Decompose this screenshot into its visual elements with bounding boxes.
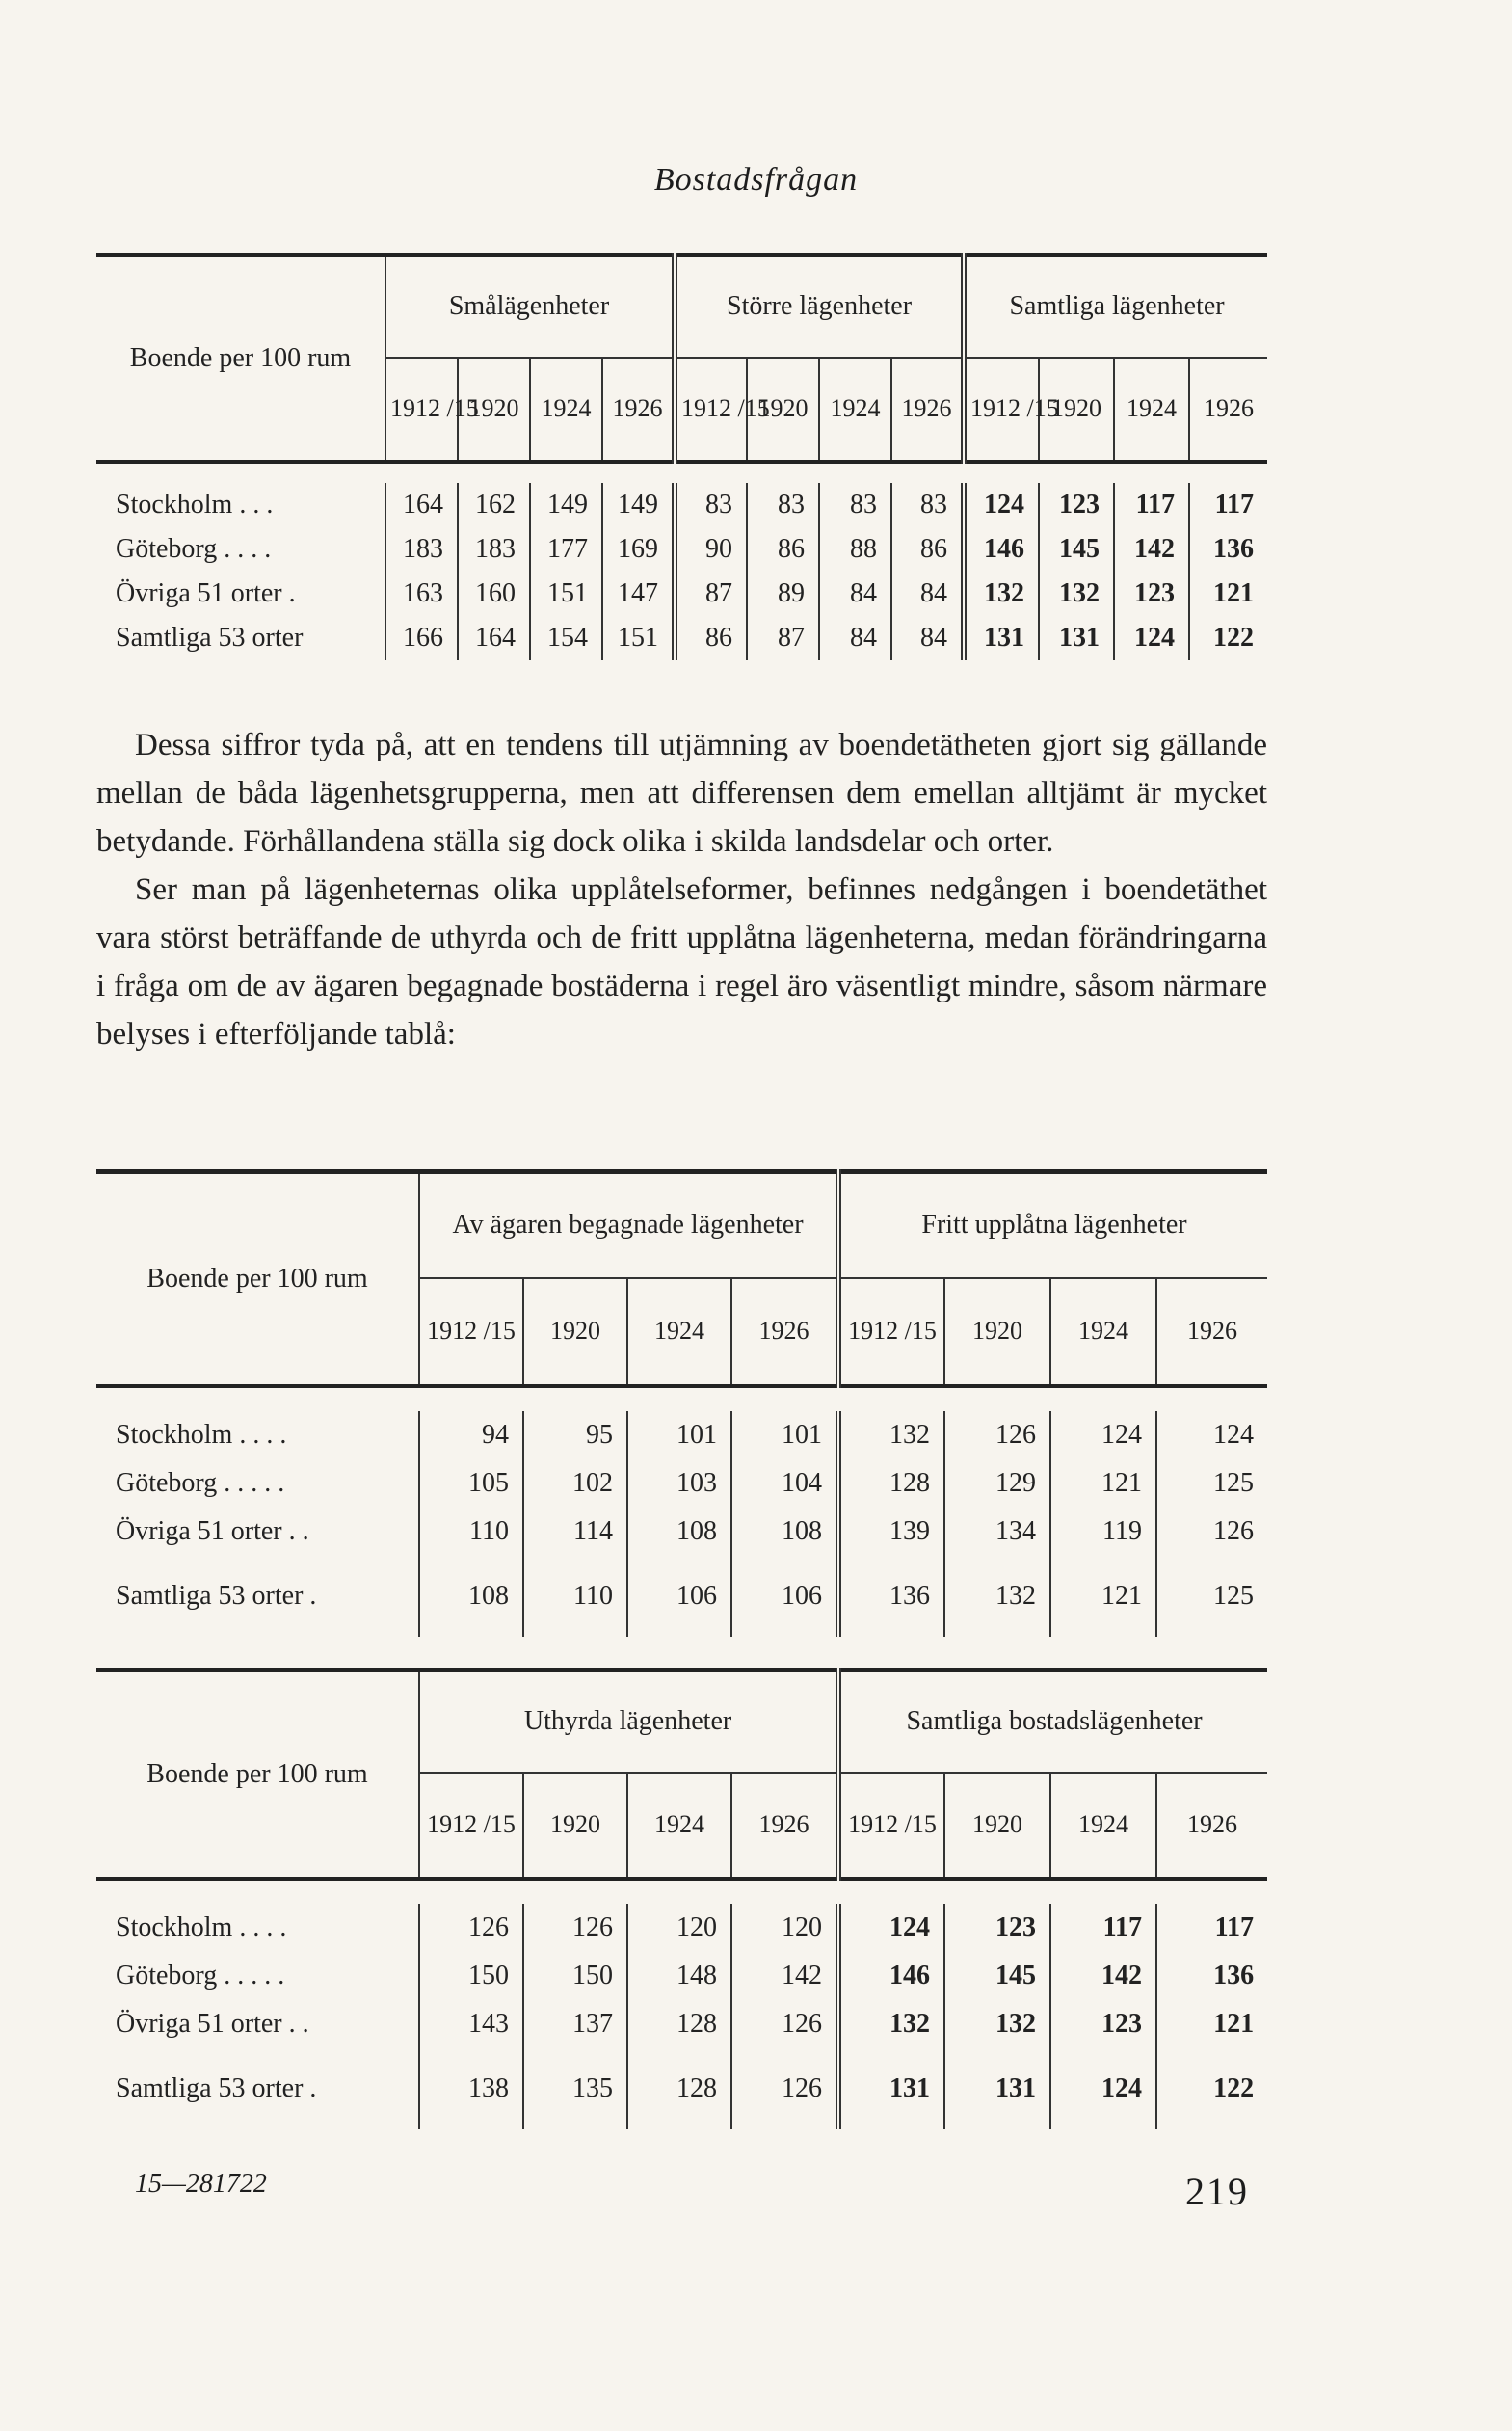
table-cell: 160 [458, 572, 530, 616]
year-header: 1912 /15 [838, 1773, 944, 1879]
table-cell: 90 [675, 527, 747, 572]
table-cell: 84 [891, 616, 964, 660]
year-header: 1920 [944, 1278, 1050, 1386]
year-header: 1926 [1189, 358, 1267, 462]
table-cell: 121 [1050, 1556, 1156, 1637]
table-cell: 122 [1156, 2048, 1267, 2129]
page-title: Bostadsfrågan [653, 162, 859, 198]
table-cell: 122 [1189, 616, 1267, 660]
table-cell: 83 [819, 483, 891, 527]
table-cell: 121 [1050, 1459, 1156, 1508]
paragraph: Ser man på lägenheternas olika upplåtelseformer, befinnes nedgången i boendetäthet vara störst beträffande de uthyrda och de fritt upplåtna lägenheterna, medan förändringarna i fråga om de av ägaren begagnade bostäderna i regel äro väsentligt mindre, såsom närmare belyses i efterföljande tablå: [96, 872, 1267, 1052]
table-cell: 183 [385, 527, 458, 572]
table-row [96, 572, 1267, 616]
table-cell: 129 [944, 1459, 1050, 1508]
row-label: Samtliga 53 orter [116, 622, 304, 653]
body-text [96, 721, 1267, 1058]
row-label: Göteborg . . . . . [116, 1960, 285, 1990]
table-cell: 88 [819, 527, 891, 572]
table-row [96, 1459, 1267, 1508]
year-header: 1924 [1050, 1773, 1156, 1879]
year-header: 1912 /15 [419, 1278, 523, 1386]
table-cell: 183 [458, 527, 530, 572]
table-cell: 84 [819, 572, 891, 616]
table-row [96, 483, 1267, 527]
table-cell: 120 [731, 1904, 838, 1952]
table-row [96, 1556, 1267, 1637]
table-cell: 131 [1039, 616, 1114, 660]
year-header: 1926 [731, 1278, 838, 1386]
table-row [96, 1952, 1267, 2000]
table-cell: 117 [1114, 483, 1189, 527]
table-cell: 132 [1039, 572, 1114, 616]
table-cell: 108 [627, 1508, 731, 1556]
table-cell: 126 [419, 1904, 523, 1952]
table-cell: 145 [1039, 527, 1114, 572]
table-cell: 149 [530, 483, 602, 527]
table-cell: 87 [675, 572, 747, 616]
table-cell: 126 [944, 1411, 1050, 1459]
table-cell: 110 [523, 1556, 627, 1637]
table-owner-vs-free [96, 1169, 1267, 1637]
table-cell: 124 [1050, 1411, 1156, 1459]
row-header: Boende per 100 rum [96, 255, 385, 462]
table-cell: 146 [964, 527, 1039, 572]
table-cell: 117 [1189, 483, 1267, 527]
table-cell: 123 [1039, 483, 1114, 527]
row-label: Göteborg . . . . [116, 533, 272, 564]
year-header: 1920 [944, 1773, 1050, 1879]
year-header: 1926 [731, 1773, 838, 1879]
year-header: 1912 /15 [675, 358, 747, 462]
table-cell: 83 [675, 483, 747, 527]
row-label: Göteborg . . . . . [116, 1467, 285, 1498]
table-cell: 142 [731, 1952, 838, 2000]
table-cell: 163 [385, 572, 458, 616]
table-cell: 154 [530, 616, 602, 660]
table-cell: 149 [602, 483, 675, 527]
row-label: Stockholm . . . [116, 489, 274, 520]
group-header: Av ägaren begagnade lägenheter [419, 1172, 838, 1278]
table-cell: 142 [1114, 527, 1189, 572]
table-cell: 148 [627, 1952, 731, 2000]
table-cell: 87 [747, 616, 819, 660]
table-cell: 132 [964, 572, 1039, 616]
year-header: 1920 [523, 1278, 627, 1386]
table-cell: 86 [675, 616, 747, 660]
table-cell: 137 [523, 2000, 627, 2048]
row-label: Samtliga 53 orter . [116, 2072, 317, 2103]
table-cell: 123 [1050, 2000, 1156, 2048]
table-cell: 151 [602, 616, 675, 660]
table-cell: 131 [838, 2048, 944, 2129]
table-cell: 150 [419, 1952, 523, 2000]
table-cell: 138 [419, 2048, 523, 2129]
year-header: 1924 [627, 1278, 731, 1386]
table-row [96, 527, 1267, 572]
table-row [96, 1508, 1267, 1556]
table-cell: 124 [964, 483, 1039, 527]
table-cell: 128 [627, 2000, 731, 2048]
table-cell: 83 [747, 483, 819, 527]
table-cell: 123 [1114, 572, 1189, 616]
table-cell: 121 [1189, 572, 1267, 616]
table-cell: 136 [1156, 1952, 1267, 2000]
table-rented-vs-all [96, 1668, 1267, 2129]
table-cell: 101 [731, 1411, 838, 1459]
table-cell: 142 [1050, 1952, 1156, 2000]
table-cell: 136 [838, 1556, 944, 1637]
row-label: Samtliga 53 orter . [116, 1580, 317, 1611]
table-cell: 126 [523, 1904, 627, 1952]
table-cell: 83 [891, 483, 964, 527]
table-cell: 135 [523, 2048, 627, 2129]
year-header: 1924 [530, 358, 602, 462]
table-cell: 126 [731, 2048, 838, 2129]
table-cell: 164 [385, 483, 458, 527]
table-row [96, 2000, 1267, 2048]
printer-code: 15—281722 [135, 2169, 267, 2199]
table-cell: 103 [627, 1459, 731, 1508]
table-cell: 177 [530, 527, 602, 572]
table-cell: 146 [838, 1952, 944, 2000]
table-cell: 132 [944, 1556, 1050, 1637]
table-cell: 150 [523, 1952, 627, 2000]
year-header: 1920 [458, 358, 530, 462]
table-cell: 101 [627, 1411, 731, 1459]
table-cell: 164 [458, 616, 530, 660]
table-cell: 132 [838, 2000, 944, 2048]
row-label: Övriga 51 orter . [116, 577, 296, 608]
table-row [96, 616, 1267, 660]
table-cell: 104 [731, 1459, 838, 1508]
page-number: 219 [1185, 2170, 1249, 2213]
table-cell: 117 [1050, 1904, 1156, 1952]
table-cell: 128 [627, 2048, 731, 2129]
group-header: Större lägenheter [675, 255, 964, 358]
table-cell: 84 [819, 616, 891, 660]
table-cell: 145 [944, 1952, 1050, 2000]
group-header: Uthyrda lägenheter [419, 1670, 838, 1773]
year-header: 1926 [891, 358, 964, 462]
table-cell: 106 [731, 1556, 838, 1637]
year-header: 1924 [1114, 358, 1189, 462]
table-cell: 125 [1156, 1459, 1267, 1508]
table-cell: 128 [838, 1459, 944, 1508]
year-header: 1924 [819, 358, 891, 462]
year-header: 1920 [1039, 358, 1114, 462]
group-header: Smålägenheter [385, 255, 675, 358]
paragraph: Dessa siffror tyda på, att en tendens till utjämning av boendetätheten gjort sig gällande mellan de båda lägenhetsgrupperna, men att differensen dem emellan alltjämt är mycket betydande. Förhållandena ställa sig dock olika i skilda landsdelar och orter. [96, 728, 1267, 859]
table-cell: 86 [747, 527, 819, 572]
table-cell: 131 [944, 2048, 1050, 2129]
table-cell: 162 [458, 483, 530, 527]
table-row [96, 1411, 1267, 1459]
table-cell: 134 [944, 1508, 1050, 1556]
table-row [96, 1904, 1267, 1952]
table-cell: 131 [964, 616, 1039, 660]
table-cell: 106 [627, 1556, 731, 1637]
year-header: 1912 /15 [385, 358, 458, 462]
table-cell: 84 [891, 572, 964, 616]
table-cell: 110 [419, 1508, 523, 1556]
table-cell: 94 [419, 1411, 523, 1459]
group-header: Fritt upplåtna lägenheter [838, 1172, 1267, 1278]
table-cell: 139 [838, 1508, 944, 1556]
year-header: 1924 [627, 1773, 731, 1879]
table-cell: 108 [731, 1508, 838, 1556]
table-cell: 86 [891, 527, 964, 572]
table-cell: 121 [1156, 2000, 1267, 2048]
row-label: Stockholm . . . . [116, 1911, 287, 1942]
table-cell: 147 [602, 572, 675, 616]
year-header: 1912 /15 [838, 1278, 944, 1386]
year-header: 1926 [602, 358, 675, 462]
year-header: 1920 [747, 358, 819, 462]
year-header: 1920 [523, 1773, 627, 1879]
table-cell: 132 [944, 2000, 1050, 2048]
table-cell: 124 [838, 1904, 944, 1952]
table-cell: 126 [731, 2000, 838, 2048]
table-cell: 169 [602, 527, 675, 572]
table-cell: 125 [1156, 1556, 1267, 1637]
table-cell: 114 [523, 1508, 627, 1556]
table-row [96, 2048, 1267, 2129]
year-header: 1924 [1050, 1278, 1156, 1386]
table-cell: 132 [838, 1411, 944, 1459]
table-cell: 89 [747, 572, 819, 616]
year-header: 1912 /15 [964, 358, 1039, 462]
row-label: Övriga 51 orter . . [116, 1515, 309, 1546]
table-cell: 126 [1156, 1508, 1267, 1556]
table-cell: 102 [523, 1459, 627, 1508]
table-housing-density-by-size [96, 253, 1267, 660]
row-header: Boende per 100 rum [146, 1263, 368, 1294]
table-cell: 105 [419, 1459, 523, 1508]
table-cell: 151 [530, 572, 602, 616]
table-cell: 95 [523, 1411, 627, 1459]
table-cell: 117 [1156, 1904, 1267, 1952]
group-header: Samtliga lägenheter [964, 255, 1267, 358]
row-label: Stockholm . . . . [116, 1419, 287, 1450]
year-header: 1912 /15 [419, 1773, 523, 1879]
table-cell: 166 [385, 616, 458, 660]
table-cell: 124 [1114, 616, 1189, 660]
table-cell: 108 [419, 1556, 523, 1637]
group-header: Samtliga bostadslägenheter [838, 1670, 1267, 1773]
table-cell: 143 [419, 2000, 523, 2048]
table-cell: 136 [1189, 527, 1267, 572]
table-cell: 119 [1050, 1508, 1156, 1556]
row-label: Övriga 51 orter . . [116, 2008, 309, 2039]
table-cell: 123 [944, 1904, 1050, 1952]
table-cell: 124 [1156, 1411, 1267, 1459]
year-header: 1926 [1156, 1278, 1267, 1386]
table-cell: 124 [1050, 2048, 1156, 2129]
table-cell: 120 [627, 1904, 731, 1952]
row-header: Boende per 100 rum [146, 1758, 368, 1789]
year-header: 1926 [1156, 1773, 1267, 1879]
